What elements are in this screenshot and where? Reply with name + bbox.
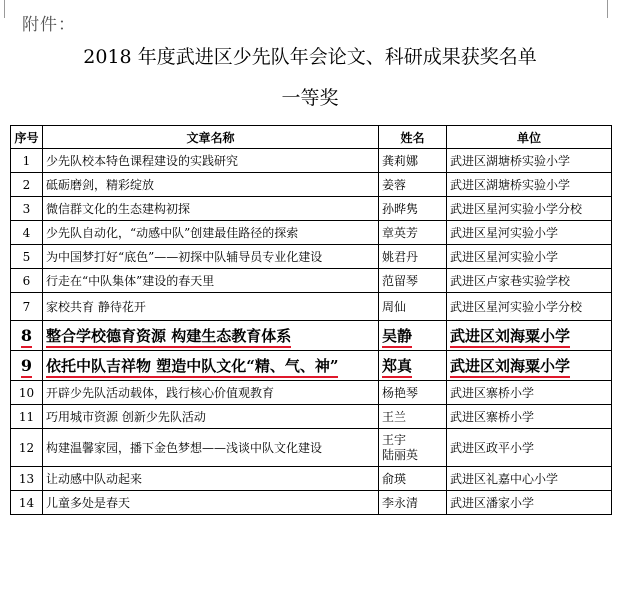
table-row (11, 245, 612, 269)
table-row (11, 405, 612, 429)
row-name: 周仙 (379, 293, 447, 321)
row-unit: 武进区湖塘桥实验小学 (447, 149, 612, 173)
award-table (10, 125, 612, 515)
row-title: 家校共育 静待花开 (43, 293, 379, 321)
row-title: 让动感中队动起来 (43, 467, 379, 491)
row-unit: 武进区政平小学 (447, 429, 612, 467)
row-name: 章英芳 (379, 221, 447, 245)
row-no: 5 (11, 245, 43, 269)
column-header-no: 序号 (11, 126, 43, 149)
row-no: 11 (11, 405, 43, 429)
table-row (11, 149, 612, 173)
table-row (11, 221, 612, 245)
row-name-second: 陆丽英 (382, 447, 419, 462)
row-no: 10 (11, 381, 43, 405)
row-name (379, 429, 447, 467)
page-corner-mark-left (4, 0, 5, 18)
table-row (11, 467, 612, 491)
row-unit: 武进区寨桥小学 (447, 381, 612, 405)
column-header-unit: 单位 (447, 126, 612, 149)
row-title: 依托中队吉祥物 塑造中队文化“精、气、神” (43, 351, 379, 381)
table-row-highlighted (11, 321, 612, 351)
row-no: 9 (11, 351, 43, 381)
table-row (11, 491, 612, 515)
row-name: 姚君丹 (379, 245, 447, 269)
row-title: 少先队校本特色课程建设的实践研究 (43, 149, 379, 173)
row-name: 王兰 (379, 405, 447, 429)
table-row (11, 381, 612, 405)
row-unit: 武进区星河实验小学 (447, 221, 612, 245)
award-level-subtitle: 一等奖 (281, 87, 339, 109)
row-no: 8 (11, 321, 43, 351)
row-no: 12 (11, 429, 43, 467)
column-header-name: 姓名 (379, 126, 447, 149)
row-name: 郑真 (379, 351, 447, 381)
row-name-first: 王宇 (382, 432, 407, 447)
row-name: 杨艳琴 (379, 381, 447, 405)
row-unit: 武进区星河实验小学分校 (447, 197, 612, 221)
row-no: 6 (11, 269, 43, 293)
document-title: 2018 年度武进区少先队年会论文、科研成果获奖名单 (83, 46, 537, 68)
row-unit: 武进区卢家巷实验学校 (447, 269, 612, 293)
row-no: 3 (11, 197, 43, 221)
column-header-title: 文章名称 (43, 126, 379, 149)
table-row-highlighted (11, 351, 612, 381)
row-no: 13 (11, 467, 43, 491)
row-name: 俞瑛 (379, 467, 447, 491)
row-title: 微信群文化的生态建构初探 (43, 197, 379, 221)
row-no: 4 (11, 221, 43, 245)
row-unit: 武进区湖塘桥实验小学 (447, 173, 612, 197)
row-name: 吴静 (379, 321, 447, 351)
table-row (11, 173, 612, 197)
row-no: 2 (11, 173, 43, 197)
row-name: 孙晔隽 (379, 197, 447, 221)
row-unit: 武进区寨桥小学 (447, 405, 612, 429)
row-title: 巧用城市资源 创新少先队活动 (43, 405, 379, 429)
row-title: 砥砺磨剑，精彩绽放 (43, 173, 379, 197)
table-row (11, 197, 612, 221)
row-unit: 武进区潘家小学 (447, 491, 612, 515)
row-name: 龚莉娜 (379, 149, 447, 173)
table-row (11, 293, 612, 321)
row-unit: 武进区星河实验小学分校 (447, 293, 612, 321)
row-title: 构建温馨家园，播下金色梦想——浅谈中队文化建设 (43, 429, 379, 467)
row-no: 14 (11, 491, 43, 515)
page-corner-mark-right (607, 0, 608, 18)
row-title: 少先队自动化，“动感中队”创建最佳路径的探索 (43, 221, 379, 245)
row-unit: 武进区刘海粟小学 (447, 351, 612, 381)
row-title: 开辟少先队活动载体，践行核心价值观教育 (43, 381, 379, 405)
row-no: 7 (11, 293, 43, 321)
row-name: 李永清 (379, 491, 447, 515)
table-row (11, 429, 612, 467)
row-no: 1 (11, 149, 43, 173)
row-title: 为中国梦打好“底色”——初探中队辅导员专业化建设 (43, 245, 379, 269)
table-row (11, 269, 612, 293)
attachment-label: 附件： (22, 15, 76, 35)
row-title: 儿童多处是春天 (43, 491, 379, 515)
row-name: 范留琴 (379, 269, 447, 293)
row-title: 整合学校德育资源 构建生态教育体系 (43, 321, 379, 351)
row-name: 姜蓉 (379, 173, 447, 197)
table-header-row (11, 126, 612, 149)
row-unit: 武进区礼嘉中心小学 (447, 467, 612, 491)
row-unit: 武进区星河实验小学 (447, 245, 612, 269)
row-unit: 武进区刘海粟小学 (447, 321, 612, 351)
row-title: 行走在“中队集体”建设的春天里 (43, 269, 379, 293)
